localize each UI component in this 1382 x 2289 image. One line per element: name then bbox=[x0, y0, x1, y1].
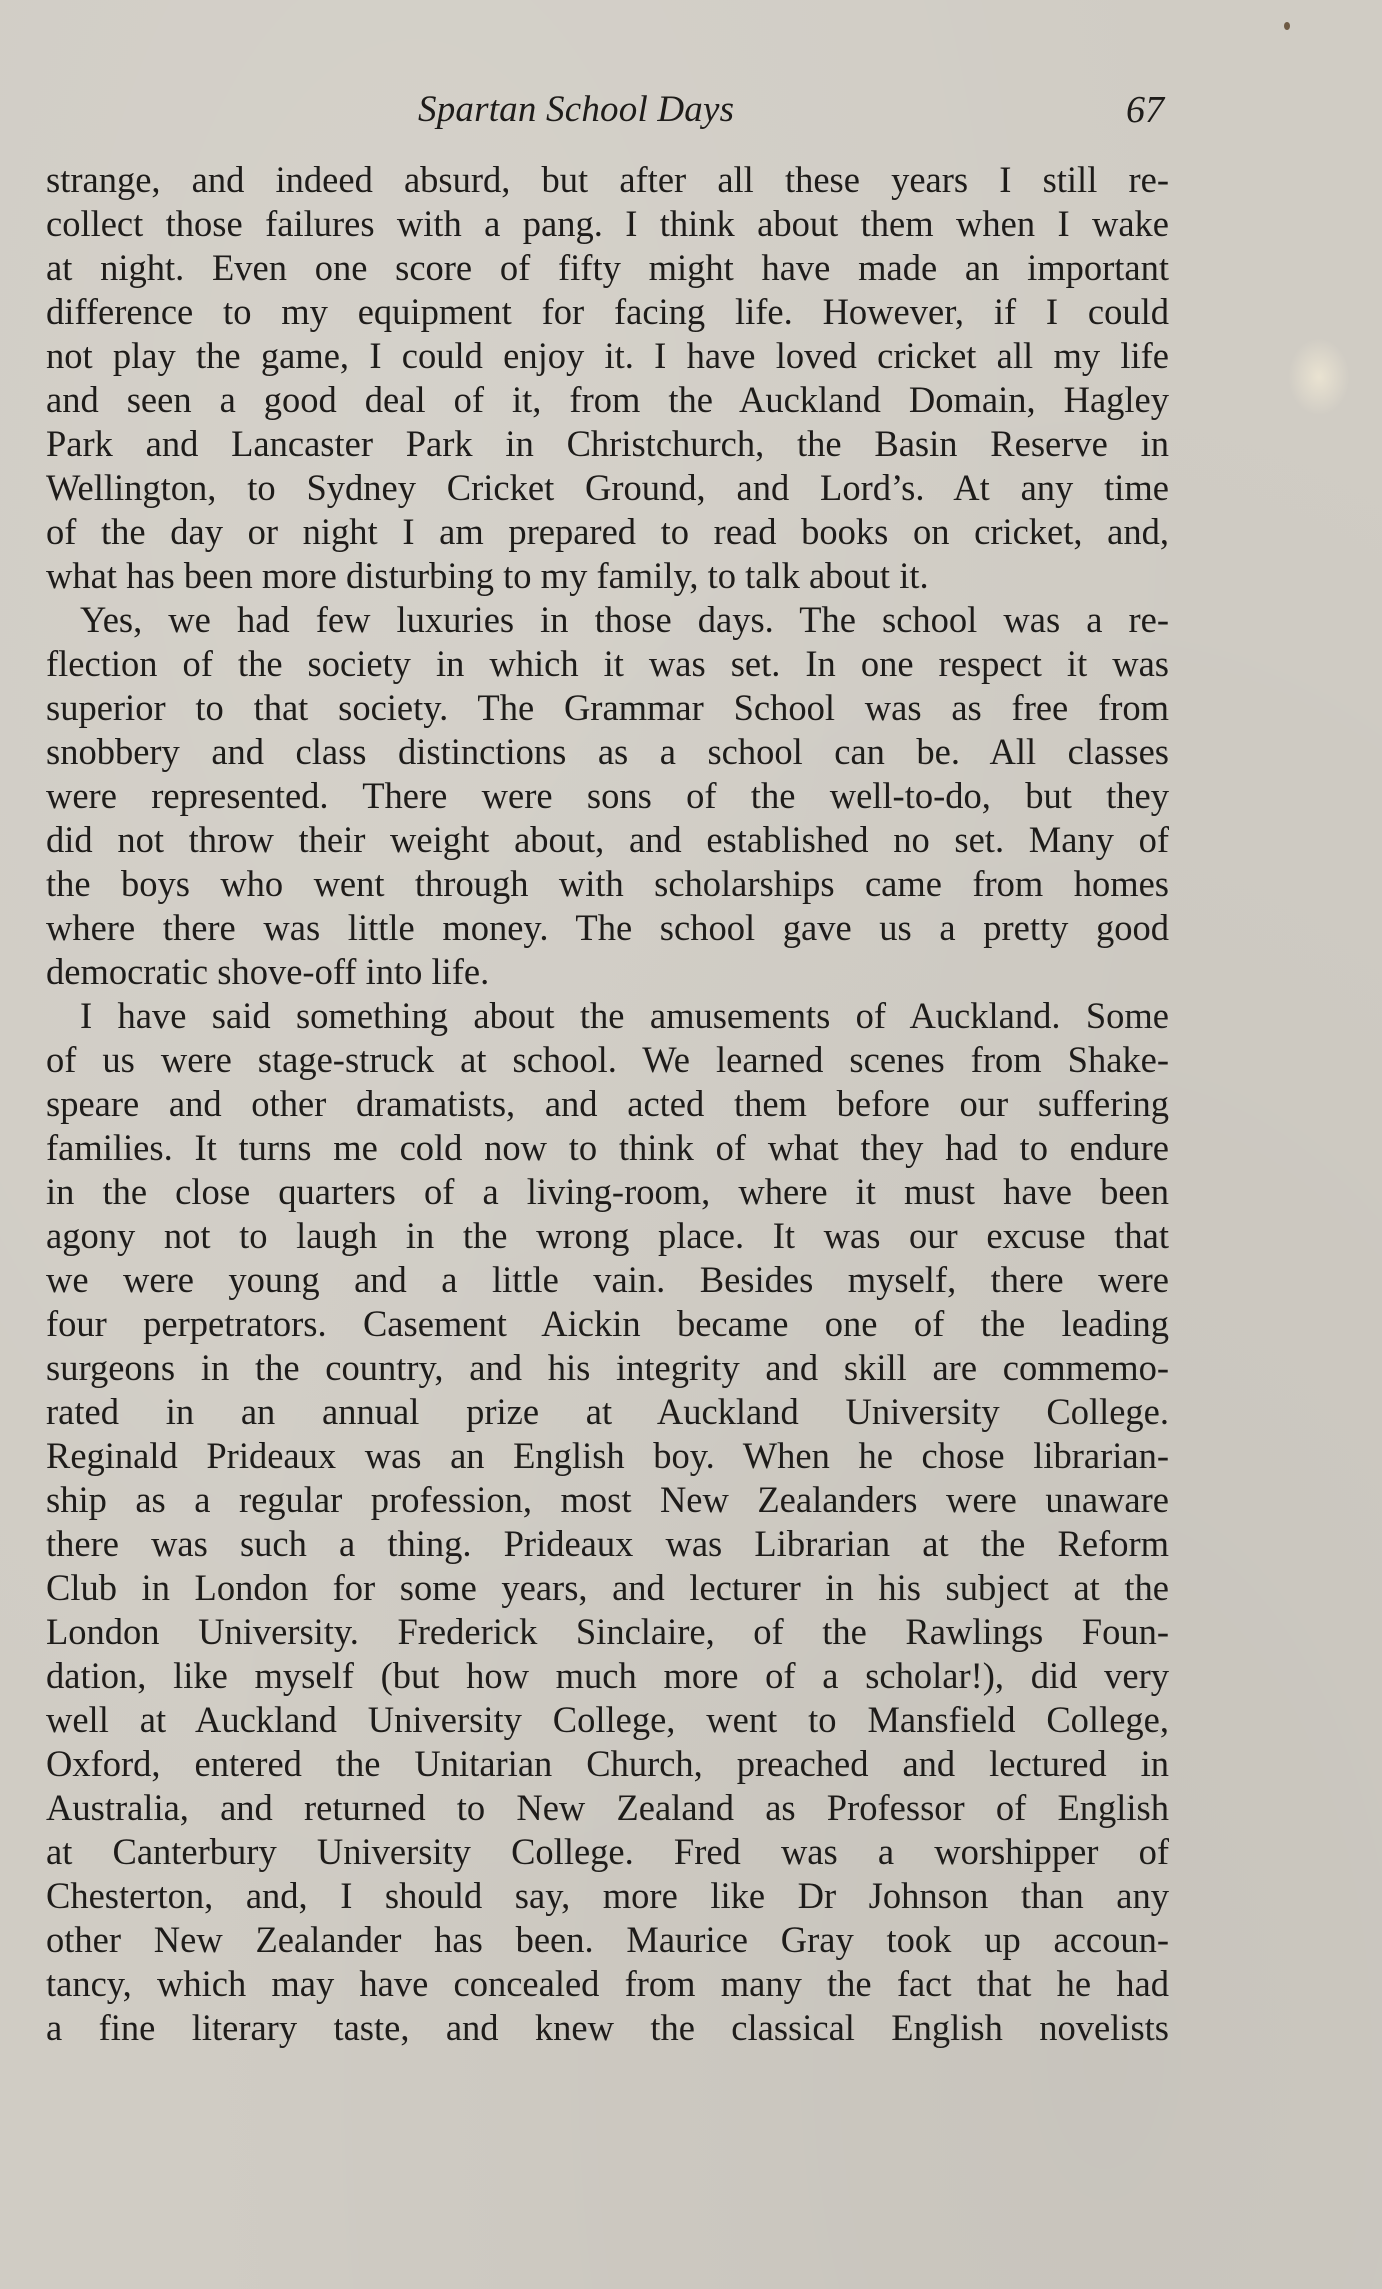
text-line: flection of the society in which it was set. In one respect it was bbox=[46, 643, 1169, 684]
text-line: Australia, and returned to New Zealand as Professor of English bbox=[46, 1787, 1169, 1828]
text-line: Wellington, to Sydney Cricket Ground, and Lord’s. At any time bbox=[46, 467, 1169, 508]
text-line: in the close quarters of a living-room, where it must have been bbox=[46, 1171, 1169, 1212]
text-line: what has been more disturbing to my family, to talk about it. bbox=[46, 555, 929, 596]
text-line: surgeons in the country, and his integrity and skill are commemo- bbox=[46, 1347, 1169, 1388]
text-line: superior to that society. The Grammar School was as free from bbox=[46, 687, 1169, 728]
text-line: we were young and a little vain. Besides myself, there were bbox=[46, 1259, 1169, 1300]
text-line: families. It turns me cold now to think of what they had to endure bbox=[46, 1127, 1169, 1168]
text-line: at Canterbury University College. Fred was a worshipper of bbox=[46, 1831, 1169, 1872]
text-line: where there was little money. The school gave us a pretty good bbox=[46, 907, 1169, 948]
text-line: were represented. There were sons of the well-to-do, but they bbox=[46, 775, 1169, 816]
running-title: Spartan School Days bbox=[418, 89, 735, 130]
text-line: rated in an annual prize at Auckland University College. bbox=[46, 1391, 1169, 1432]
body-text bbox=[46, 158, 1169, 2050]
text-line: the boys who went through with scholarships came from homes bbox=[46, 863, 1169, 904]
text-line: strange, and indeed absurd, but after all these years I still re- bbox=[46, 159, 1169, 200]
text-line: of the day or night I am prepared to read books on cricket, and, bbox=[46, 511, 1169, 552]
text-line: Oxford, entered the Unitarian Church, preached and lectured in bbox=[46, 1743, 1169, 1784]
text-line: ship as a regular profession, most New Zealanders were unaware bbox=[46, 1479, 1169, 1520]
text-line: Chesterton, and, I should say, more like Dr Johnson than any bbox=[46, 1875, 1169, 1916]
text-line: agony not to laugh in the wrong place. It was our excuse that bbox=[46, 1215, 1169, 1256]
text-line: other New Zealander has been. Maurice Gray took up accoun- bbox=[46, 1919, 1169, 1960]
text-line: not play the game, I could enjoy it. I have loved cricket all my life bbox=[46, 335, 1169, 376]
text-line: Reginald Prideaux was an English boy. When he chose librarian- bbox=[46, 1435, 1169, 1476]
paper-stain bbox=[1288, 338, 1350, 416]
text-line: well at Auckland University College, went to Mansfield College, bbox=[46, 1699, 1169, 1740]
text-line: a fine literary taste, and knew the classical English novelists bbox=[46, 2007, 1169, 2048]
text-line: snobbery and class distinctions as a school can be. All classes bbox=[46, 731, 1169, 772]
text-line: tancy, which may have concealed from many the fact that he had bbox=[46, 1963, 1169, 2004]
text-line: dation, like myself (but how much more of a scholar!), did very bbox=[46, 1655, 1169, 1696]
text-line: Club in London for some years, and lecturer in his subject at the bbox=[46, 1567, 1169, 1608]
text-line: Park and Lancaster Park in Christchurch, the Basin Reserve in bbox=[46, 423, 1169, 464]
text-line: of us were stage-struck at school. We learned scenes from Shake- bbox=[46, 1039, 1169, 1080]
text-line: Yes, we had few luxuries in those days. The school was a re- bbox=[80, 599, 1169, 640]
text-line: four perpetrators. Casement Aickin became one of the leading bbox=[46, 1303, 1169, 1344]
text-line: collect those failures with a pang. I think about them when I wake bbox=[46, 203, 1169, 244]
page-header bbox=[0, 88, 1382, 148]
text-line: and seen a good deal of it, from the Auckland Domain, Hagley bbox=[46, 379, 1169, 420]
text-line: at night. Even one score of fifty might have made an important bbox=[46, 247, 1169, 288]
text-line: difference to my equipment for facing life. However, if I could bbox=[46, 291, 1169, 332]
page-number: 67 bbox=[1126, 89, 1164, 131]
text-line: democratic shove-off into life. bbox=[46, 951, 490, 992]
text-line: did not throw their weight about, and established no set. Many of bbox=[46, 819, 1169, 860]
text-line: there was such a thing. Prideaux was Librarian at the Reform bbox=[46, 1523, 1169, 1564]
text-line: speare and other dramatists, and acted them before our suffering bbox=[46, 1083, 1169, 1124]
text-line: I have said something about the amusements of Auckland. Some bbox=[80, 995, 1169, 1036]
ink-speck bbox=[1284, 22, 1290, 30]
text-line: London University. Frederick Sinclaire, of the Rawlings Foun- bbox=[46, 1611, 1169, 1652]
